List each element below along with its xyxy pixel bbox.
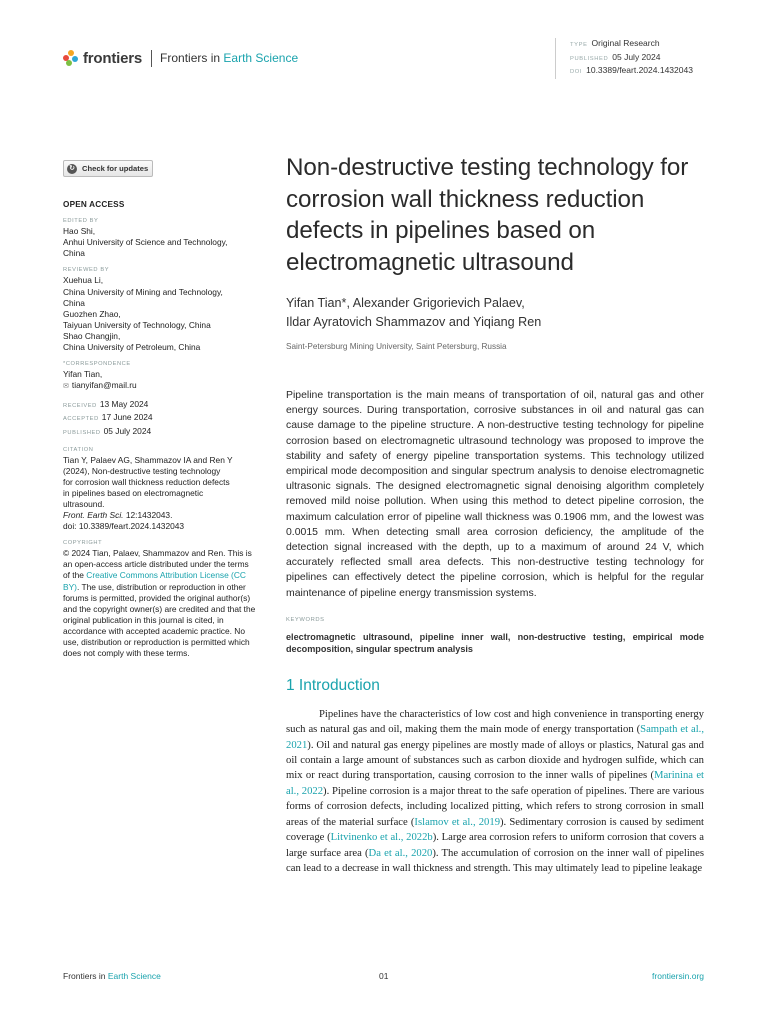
email-icon: ✉	[63, 383, 69, 391]
date-value: 17 June 2024	[101, 412, 153, 423]
reviewer-line: China	[63, 297, 85, 308]
reviewed-by-label: REVIEWED BY	[63, 267, 110, 274]
date-label: ACCEPTED	[63, 416, 99, 423]
page-number: 01	[379, 971, 389, 981]
article-sidebar	[63, 160, 258, 659]
dates-block	[63, 399, 258, 438]
meta-value: 05 July 2024	[612, 51, 661, 62]
footer-journal[interactable]	[63, 971, 161, 981]
date-received	[63, 399, 258, 412]
date-value: 13 May 2024	[99, 399, 149, 410]
journal-title: Earth Science	[223, 51, 299, 65]
journal-prefix: Frontiers in	[160, 51, 224, 65]
citation-link[interactable]: Islamov et al., 2019	[414, 816, 501, 828]
correspondence-name: Yifan Tian,	[63, 369, 103, 380]
keywords-text: electromagnetic ultrasound, pipeline inner wall, non-destructive testing, empirical mode decomposition, singular spectrum analysis	[286, 631, 704, 654]
correspondence-label: *CORRESPONDENCE	[63, 361, 131, 368]
footer-journal-prefix: Frontiers in	[63, 971, 108, 981]
cc-by-license-link[interactable]: Creative Commons Attribution License (CC BY)	[63, 570, 246, 592]
frontiers-logo-icon	[63, 50, 79, 66]
author-affiliation: Saint-Petersburg Mining University, Saint Petersburg, Russia	[286, 342, 507, 351]
editor-line: Hao Shi,	[63, 226, 96, 237]
authors-line[interactable]: Ildar Ayratovich Shammazov and Yiqiang Ren	[286, 315, 542, 329]
authors-line[interactable]: Yifan Tian*, Alexander Grigorievich Palaev,	[286, 296, 525, 310]
intro-text: ). Pipeline corrosion is a major threat to the safe operation of pipelines. There are various forms of corrosion defects, including localized pitting, which refers to strong corrosion in small areas of the material surface (	[286, 785, 704, 828]
meta-type	[570, 38, 693, 52]
date-value: 05 July 2024	[103, 425, 152, 436]
article-main	[286, 152, 704, 876]
edited-by-label: EDITED BY	[63, 218, 99, 225]
citation-label: CITATION	[63, 446, 94, 453]
meta-label: PUBLISHED	[570, 55, 609, 62]
reviewed-by-list	[63, 275, 258, 353]
citation-line: Tian Y, Palaev AG, Shammazov IA and Ren Y	[63, 454, 233, 465]
citation-link[interactable]: Litvinenko et al., 2022b	[330, 832, 433, 844]
intro-text: ). Oil and natural gas energy pipelines are mostly made of alloys or plastics, Natural gas and oil contain a large amount of substances such as carbon dioxide and hydrogen sulfide, which can mix or react during transportation, causing corrosion to the inner walls of pipelines (	[286, 739, 704, 782]
header-divider	[151, 50, 152, 67]
meta-doi	[570, 65, 693, 79]
correspondence-email[interactable]: tianyifan@mail.ru	[71, 380, 137, 391]
check-updates-icon: ↻	[67, 164, 77, 174]
citation-doi[interactable]: doi: 10.3389/feart.2024.1432043	[63, 521, 185, 532]
intro-text: ). Sedimentary corrosion is caused by sediment coverage (	[286, 816, 704, 844]
citation-line: in pipelines based on electromagnetic	[63, 487, 204, 498]
citation-line: ultrasound.	[63, 498, 105, 509]
citation-journal: Front. Earth Sci.	[63, 510, 124, 521]
copyright-post: . The use, distribution or reproduction in other forums is permitted, provided the original author(s) and the copyright owner(s) are credited and that the original publication in this journal is cited, in accordance with accepted academic practice. No use, distribution or reproduction is permitted which does not comply with these terms.	[63, 581, 256, 659]
intro-text: Pipelines have the characteristics of low cost and high convenience in transporting energy such as natural gas and oil, making them the main mode of energy transportation (	[286, 708, 704, 736]
article-authors	[286, 294, 704, 332]
intro-text: ). The accumulation of corrosion on the inner wall of pipelines can lead to a decrease in wall thickness and strength. This may ultimately lead to pipeline leakage	[286, 847, 704, 874]
copyright-pre: © 2024 Tian, Palaev, Shammazov and Ren. This is an open-access article distributed under the terms of the	[63, 548, 252, 581]
date-label: RECEIVED	[63, 403, 97, 410]
introduction-paragraph	[286, 707, 704, 876]
editor-line: Anhui University of Science and Technology,	[63, 237, 228, 248]
copyright-text	[63, 548, 258, 659]
check-updates-label: Check for updates	[82, 164, 149, 173]
citation-volume: 12:1432043.	[123, 510, 173, 521]
date-label: PUBLISHED	[63, 429, 101, 436]
citation-link[interactable]: Marinina et al., 2022	[286, 770, 705, 797]
journal-header	[63, 46, 298, 70]
footer-journal-name: Earth Science	[107, 971, 161, 981]
editor-line: China	[63, 248, 85, 259]
meta-published	[570, 52, 693, 66]
citation-link[interactable]: Da et al., 2020	[368, 847, 433, 859]
keywords-label: KEYWORDS	[286, 616, 325, 623]
edited-by-list	[63, 226, 258, 259]
reviewer-line: China University of Mining and Technology,	[63, 286, 223, 297]
date-accepted	[63, 412, 258, 425]
reviewer-line: Shao Changjin,	[63, 330, 121, 341]
citation-journal-line	[63, 510, 258, 521]
journal-name[interactable]	[160, 51, 298, 65]
citation-text	[63, 455, 258, 533]
correspondence-email-row	[63, 380, 258, 392]
date-published	[63, 426, 258, 439]
citation-line: for corrosion wall thickness reduction defects	[63, 476, 230, 487]
meta-label: DOI	[570, 69, 583, 75]
reviewer-line: Xuehua Li,	[63, 275, 104, 286]
meta-value[interactable]: 10.3389/feart.2024.1432043	[586, 65, 693, 75]
reviewer-line: Taiyuan University of Technology, China	[63, 319, 211, 330]
section-heading-introduction: 1 Introduction	[286, 676, 380, 694]
citation-link[interactable]: Sampath et al., 2021	[286, 724, 704, 751]
meta-label: TYPE	[570, 42, 588, 48]
reviewer-line: China University of Petroleum, China	[63, 342, 201, 353]
copyright-label: COPYRIGHT	[63, 540, 103, 547]
citation-line: (2024), Non-destructive testing technology	[63, 465, 221, 476]
article-title: Non-destructive testing technology for corrosion wall thickness reduction defects in pipelines based on electromagnetic ultrasound	[286, 154, 689, 276]
frontiers-logo-text[interactable]: frontiers	[83, 49, 143, 67]
article-meta	[555, 38, 693, 79]
footer-site-link[interactable]: frontiersin.org	[652, 971, 704, 981]
reviewer-line: Guozhen Zhao,	[63, 308, 121, 319]
intro-text: ). Large area corrosion refers to uniform corrosion that covers a large surface area (	[286, 832, 704, 859]
open-access-label: OPEN ACCESS	[63, 200, 125, 210]
check-for-updates-button[interactable]	[63, 160, 153, 177]
meta-value: Original Research	[591, 38, 660, 48]
abstract-text: Pipeline transportation is the main means of transportation of oil, natural gas and other energy sources. During transportation, corrosive substances in oil and natural gas can cause damage to the pipeline structure. A non-destructive testing technology for pipeline corrosion based on electromagnetic ultrasound technology was proposed to improve the stability and safety of energy pipeline transportation systems. This technology utilized empirical mode decomposition and singular spectrum analysis to denoise electromagnetic ultrasonic signals. The designed electromagnetic signal denoising algorithm completely removed mild noise pollution. When using this method to detect pipeline corrosion, the maximum calculation error of pipeline wall thickness was 0.1906 mm, and the lowest was 0.0015 mm. When detecting small area corrosion deficiency, the amplitude of the detection signal increased with the depth, up to a maximum of around 24 V, which accurately reflected small area defects. This non-destructive testing technology for pipelines can effectively detect the pipeline corrosion, which is helpful for the regular maintenance of pipeline energy transmission systems.	[286, 390, 704, 599]
